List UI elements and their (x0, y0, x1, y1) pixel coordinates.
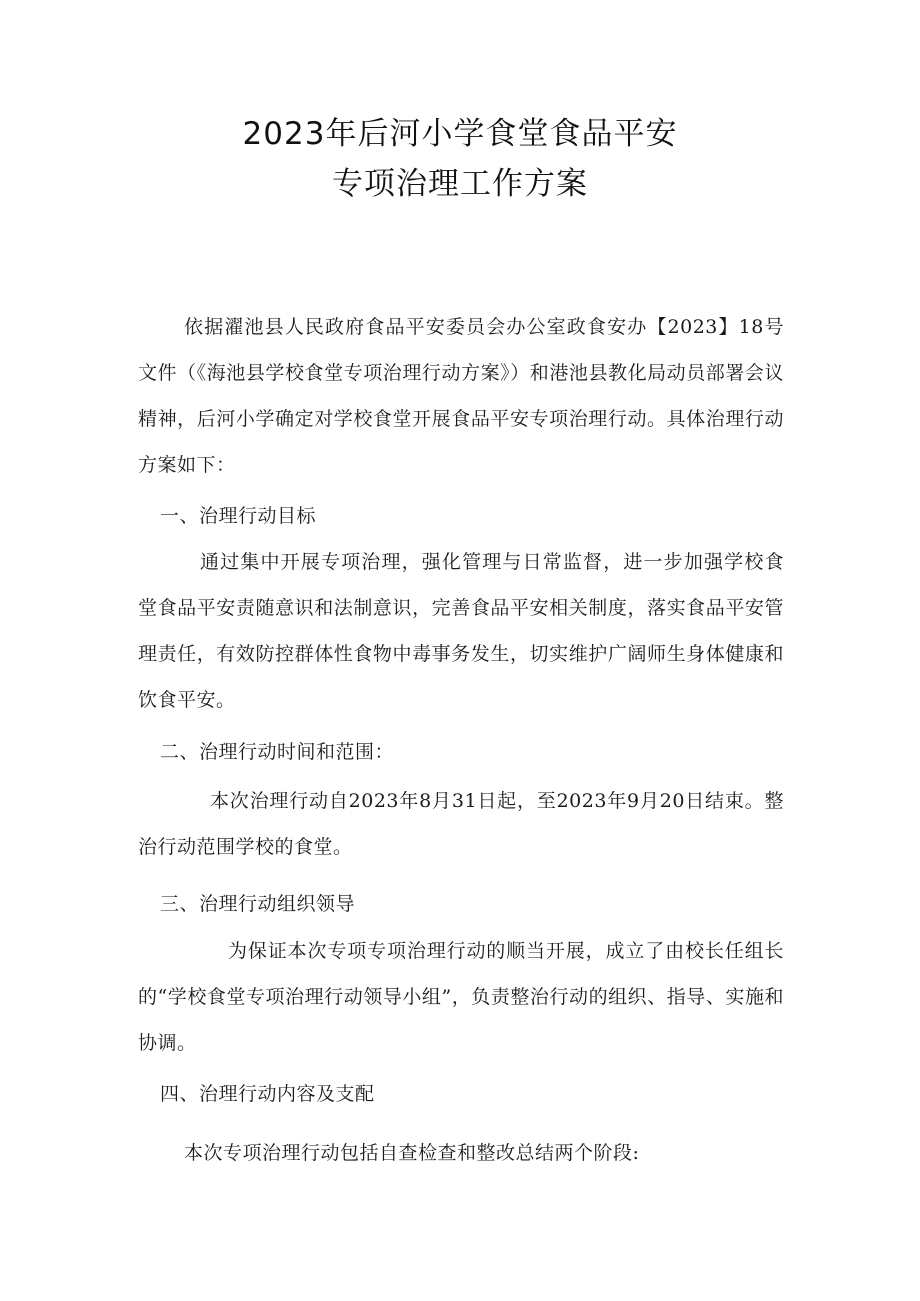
section-2-body: 本次治理行动自2023年8月31日起，至2023年9月20日结束。整治行动范围学校的食堂。 (138, 790, 784, 858)
intro-paragraph: 依据濯池县人民政府食品平安委员会办公室政食安办【2023】18号文件（《海池县学校食堂专项治理行动方案》）和港池县教化局动员部署会议精神，后河小学确定对学校食堂开展食品平安专项治理行动。具体治理行动方案如下： (138, 316, 784, 476)
section-1-body: 通过集中开展专项治理，强化管理与日常监督，进一步加强学校食堂食品平安责随意识和法制意识，完善食品平安相关制度，落实食品平安管理责任，有效防控群体性食物中毒事务发生，切实维护广阔师生身体健康和饮食平安。 (138, 551, 784, 711)
section-4-body: 本次专项治理行动包括自查检查和整改总结两个阶段: (184, 1142, 640, 1164)
section-2-heading: 二、治理行动时间和范围： (160, 741, 395, 763)
section-3-body: 为保证本次专项专项治理行动的顺当开展，成立了由校长任组长的“学校食堂专项治理行动领导小组”，负责整治行动的组织、指导、实施和协调。 (138, 940, 784, 1054)
document-title-line-1: 2023年后河小学食堂食品平安 (242, 116, 678, 152)
section-3-heading: 三、治理行动组织领导 (160, 893, 356, 915)
document-title-line-2: 专项治理工作方案 (332, 166, 588, 202)
section-1-heading: 一、治理行动目标 (160, 505, 317, 527)
section-4-heading: 四、治理行动内容及支配 (160, 1083, 375, 1105)
